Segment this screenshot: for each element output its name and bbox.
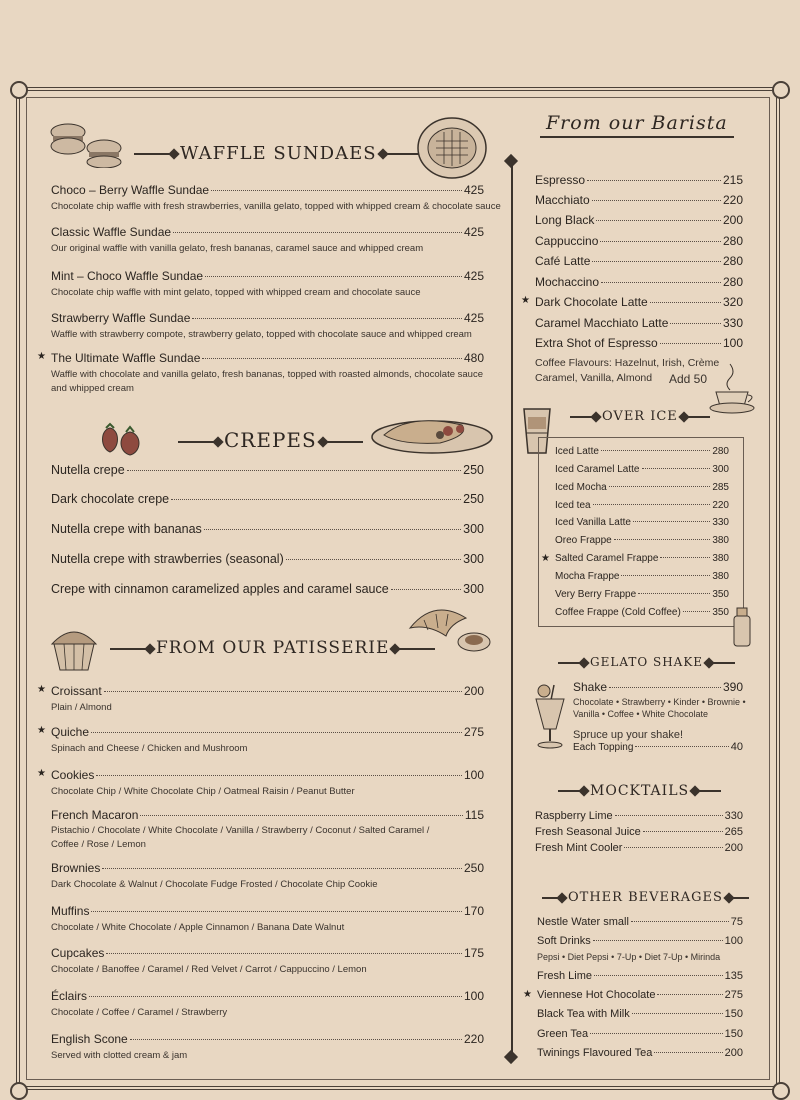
corner-ornament <box>772 81 790 99</box>
menu-item: Macchiato 220 <box>535 193 743 207</box>
menu-item: Choco – Berry Waffle Sundae 425 <box>51 183 484 197</box>
menu-item: Extra Shot of Espresso 100 <box>535 336 743 350</box>
menu-item: Nutella crepe with strawberries (seasonal) 300 <box>51 552 484 566</box>
menu-item: Classic Waffle Sundae 425 <box>51 225 484 239</box>
item-description: Plain / Almond <box>51 702 112 713</box>
item-description: Chocolate / Banoffee / Caramel / Red Velvet / Carrot / Cappuccino / Lemon <box>51 964 367 975</box>
menu-item: ★ Quiche 275 <box>37 725 484 739</box>
menu-item: ★ Salted Caramel Frappe 380 <box>541 553 729 564</box>
menu-item: Muffins 170 <box>51 904 484 918</box>
menu-item: Oreo Frappe 380 <box>555 535 729 546</box>
menu-item: Fresh Mint Cooler 200 <box>535 842 743 854</box>
menu-item: Caramel Macchiato Latte 330 <box>535 316 743 330</box>
item-description: Served with clotted cream & jam <box>51 1050 188 1061</box>
menu-item: Mocha Frappe 380 <box>555 571 729 582</box>
item-description: Chocolate chip waffle with mint gelato, topped with whipped cream and chocolate sauce <box>51 287 421 298</box>
strawberry-icon <box>98 420 148 456</box>
item-description: Our original waffle with vanilla gelato, fresh bananas, caramel sauce and whipped cream <box>51 243 424 254</box>
menu-item: Iced Latte 280 <box>555 446 729 457</box>
flavours-line: Caramel, Vanilla, Almond <box>535 372 653 384</box>
menu-item: Very Berry Frappe 350 <box>555 589 729 600</box>
menu-item: Iced Mocha 285 <box>555 482 729 493</box>
menu-item: Twinings Flavoured Tea 200 <box>537 1047 743 1059</box>
waffle-section-title: WAFFLE SUNDAES <box>128 143 429 164</box>
item-description: Coffee / Rose / Lemon <box>51 839 146 850</box>
mocktails-section-title: MOCKTAILS <box>552 783 727 799</box>
star-icon: ★ <box>37 725 46 736</box>
item-description: Spinach and Cheese / Chicken and Mushroom <box>51 743 248 754</box>
menu-item: Black Tea with Milk 150 <box>537 1008 743 1020</box>
item-description: Dark Chocolate & Walnut / Chocolate Fudge Frosted / Chocolate Chip Cookie <box>51 879 378 890</box>
menu-item: Cappuccino 280 <box>535 234 743 248</box>
star-icon: ★ <box>521 295 530 306</box>
flavours-price: Add 50 <box>669 372 708 386</box>
star-icon: ★ <box>523 989 532 1000</box>
menu-item: Brownies 250 <box>51 861 484 875</box>
menu-item: Dark chocolate crepe 250 <box>51 492 484 506</box>
gelato-section-title: GELATO SHAKE <box>552 655 741 669</box>
item-description: Waffle with strawberry compote, strawberry gelato, topped with chocolate sauce and whipped cream <box>51 329 472 340</box>
menu-item: Strawberry Waffle Sundae 425 <box>51 311 484 325</box>
menu-item: Iced tea 220 <box>555 500 729 511</box>
barista-section-title: From our Barista <box>540 112 734 138</box>
star-icon: ★ <box>37 684 46 695</box>
macaron-icon <box>48 122 124 168</box>
overice-section-title: OVER ICE <box>564 409 716 424</box>
coffee-cup-icon <box>708 360 760 416</box>
spruce-text: Spruce up your shake! <box>573 729 684 741</box>
menu-item: Éclairs 100 <box>51 989 484 1003</box>
corner-ornament <box>10 1082 28 1100</box>
menu-item: Soft Drinks 100 <box>537 935 743 947</box>
menu-item: Fresh Lime 135 <box>537 970 743 982</box>
menu-item: Nutella crepe with bananas 300 <box>51 522 484 536</box>
beverages-section-title: OTHER BEVERAGES <box>536 890 755 905</box>
menu-item: Fresh Seasonal Juice 265 <box>535 826 743 838</box>
menu-item: English Scone 220 <box>51 1032 484 1046</box>
flavours-line: Coffee Flavours: Hazelnut, Irish, Crème <box>535 357 720 369</box>
menu-item: Espresso 215 <box>535 173 743 187</box>
menu-item: Cupcakes 175 <box>51 946 484 960</box>
waffle-plate-icon <box>416 116 488 180</box>
crepes-section-title: CREPES <box>172 428 369 452</box>
menu-item: ★ Croissant 200 <box>37 684 484 698</box>
menu-item: Mint – Choco Waffle Sundae 425 <box>51 269 484 283</box>
patisserie-section-title: FROM OUR PATISSERIE <box>104 638 441 658</box>
item-description: Chocolate Chip / White Chocolate Chip / Oatmeal Raisin / Peanut Butter <box>51 786 355 797</box>
menu-item: ★ The Ultimate Waffle Sundae 480 <box>37 351 484 365</box>
milk-jar-icon <box>730 604 754 650</box>
item-description: Chocolate chip waffle with fresh strawberries, vanilla gelato, topped with whipped cream & chocolate sauce <box>51 201 501 212</box>
corner-ornament <box>10 81 28 99</box>
column-divider <box>511 160 513 1060</box>
item-description: Waffle with chocolate and vanilla gelato, fresh bananas, topped with roasted almonds, chocolate sauce <box>51 369 483 380</box>
menu-item: Crepe with cinnamon caramelized apples and caramel sauce 300 <box>51 582 484 596</box>
shake-glass-icon <box>530 683 570 751</box>
menu-item: Iced Caramel Latte 300 <box>555 464 729 475</box>
shake-flavours: Chocolate • Strawberry • Kinder • Brownie • <box>573 697 746 707</box>
item-description: and whipped cream <box>51 383 134 394</box>
menu-item: ★ Dark Chocolate Latte 320 <box>521 295 743 309</box>
menu-item: Shake 390 <box>573 680 743 694</box>
softdrinks-desc: Pepsi • Diet Pepsi • 7-Up • Diet 7-Up • Mirinda <box>537 952 721 962</box>
menu-item: Iced Vanilla Latte 330 <box>555 517 729 528</box>
item-description: Chocolate / White Chocolate / Apple Cinnamon / Banana Date Walnut <box>51 922 345 933</box>
star-icon: ★ <box>37 351 46 362</box>
item-description: Pistachio / Chocolate / White Chocolate / Vanilla / Strawberry / Coconut / Salted Caramel / <box>51 825 430 836</box>
croissant-icon <box>404 602 492 656</box>
menu-item: Each Topping 40 <box>573 741 743 753</box>
menu-item: Nestle Water small 75 <box>537 916 743 928</box>
crepe-plate-icon <box>370 405 494 455</box>
menu-item: Mochaccino 280 <box>535 275 743 289</box>
item-description: Chocolate / Coffee / Caramel / Strawberry <box>51 1007 228 1018</box>
muffin-icon <box>46 622 102 672</box>
menu-item: ★ Cookies 100 <box>37 768 484 782</box>
star-icon: ★ <box>541 553 550 564</box>
menu-item: Raspberry Lime 330 <box>535 810 743 822</box>
corner-ornament <box>772 1082 790 1100</box>
menu-item: Nutella crepe 250 <box>51 463 484 477</box>
menu-item: ★ Viennese Hot Chocolate 275 <box>523 989 743 1001</box>
menu-item: Coffee Frappe (Cold Coffee) 350 <box>555 607 729 618</box>
shake-flavours: Vanilla • Coffee • White Chocolate <box>573 709 709 719</box>
menu-item: Long Black 200 <box>535 213 743 227</box>
star-icon: ★ <box>37 768 46 779</box>
menu-item: Café Latte 280 <box>535 254 743 268</box>
menu-item: Green Tea 150 <box>537 1028 743 1040</box>
menu-item: French Macaron 115 <box>51 808 484 822</box>
